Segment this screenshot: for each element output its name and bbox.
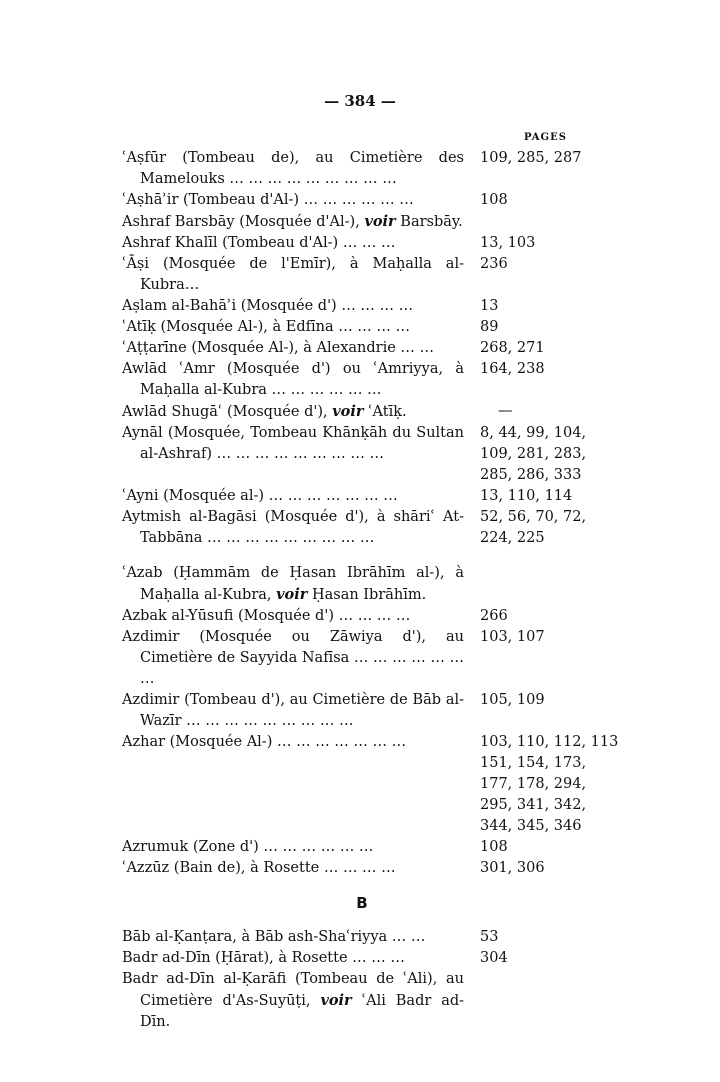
cross-reference-target: Ḥasan Ibrāhīm. — [311, 587, 427, 603]
entry-heading: ʿAṣhāʾir (Tombeau d'Al-) … … … … … … — [122, 192, 414, 208]
entry-heading: Aynāl (Mosquée, Tombeau Khānḳāh du Sultan al-Ashraf) … … … … … … … … … — [122, 425, 464, 462]
index-entry-pages: 268, 271 — [480, 340, 545, 356]
section-letter: B — [356, 894, 368, 912]
entry-heading: Ashraf Khalīl (Tombeau d'Al-) … … … — [122, 235, 396, 251]
entry-heading: Aytmish al-Bagāsi (Mosquée d'), à shāriʿ At-Tabbāna … … … … … … … … … — [122, 509, 464, 546]
index-entry-pages: 109, 285, 287 — [480, 150, 582, 166]
entry-heading: Ashraf Barsbāy (Mosquée d'Al-), — [122, 214, 360, 230]
index-entry-pages — [464, 969, 622, 1033]
entry-heading: Bāb al-Ḳanṭara, à Bāb ash-Shaʿriyya … … — [122, 929, 426, 945]
index-entry-pages — [464, 563, 622, 606]
entry-heading: Badr ad-Dīn (Ḥārat), à Rosette … … … — [122, 950, 405, 966]
index-entry-text — [122, 690, 464, 732]
entry-heading: ʿAyni (Mosquée al-) … … … … … … … — [122, 488, 398, 504]
index-entry — [122, 858, 622, 879]
index-entry — [122, 563, 622, 606]
index-entry-pages — [464, 211, 622, 233]
entry-heading: Aṣlam al-Bahāʾi (Mosquée d') … … … … — [122, 298, 414, 314]
entry-heading: Azdimir (Tombeau d'), au Cimetière de Bāb al-Wazīr … … … … … … … … … — [122, 692, 464, 729]
index-entry — [122, 969, 622, 1033]
index-entry-text — [122, 858, 464, 879]
index-entry-text — [122, 563, 464, 606]
index-entry — [122, 190, 622, 211]
entry-heading: Awlād Shugāʿ (Mosquée d'), — [122, 404, 328, 420]
index-entry — [122, 211, 622, 233]
index-entry — [122, 690, 622, 732]
cross-reference-target: ʿAli Badr ad-Dīn. — [140, 993, 465, 1030]
index-entry-text — [122, 233, 464, 254]
index-entry — [122, 233, 622, 254]
index-entry-text — [122, 211, 464, 233]
index-entry — [122, 423, 622, 486]
cross-reference-target: ʿAtīḳ. — [368, 404, 407, 420]
index-entry-text — [122, 359, 464, 401]
voir-reference: voir — [320, 992, 352, 1009]
voir-reference: voir — [332, 403, 364, 420]
index-entry — [122, 627, 622, 690]
entry-heading: ʿĀṣi (Mosquée de l'Emīr), à Maḥalla al-Kubra… — [122, 256, 464, 293]
index-entry-pages: 52, 56, 70, 72, 224, 225 — [480, 509, 587, 546]
index-entry — [122, 507, 622, 549]
index-entry-text — [122, 423, 464, 486]
index-entry-text — [122, 401, 464, 423]
entry-heading: Azbak al-Yūsufi (Mosquée d') … … … … — [122, 608, 411, 624]
index-entry-pages: 266 — [480, 608, 508, 624]
index-entry-text — [122, 948, 464, 969]
index-entry — [122, 401, 622, 423]
index-entry-pages: 103, 110, 112, 113 151, 154, 173, 177, 178, 294, 295, 341, 342, 344, 345, 346 — [480, 734, 619, 834]
index-entry — [122, 927, 622, 948]
index-entry — [122, 296, 622, 317]
pages-column-header: PAGES — [524, 132, 567, 143]
index-entry-text — [122, 927, 464, 948]
index-entry — [122, 732, 622, 837]
index-list-b — [122, 927, 622, 1033]
index-entry-pages: 89 — [480, 319, 499, 335]
index-entry-text — [122, 507, 464, 549]
index-entry-text — [122, 486, 464, 507]
index-entry-pages: 13, 103 — [480, 235, 536, 251]
entry-heading: ʿAṣfūr (Tombeau de), au Cimetière des Mamelouks … … … … … … … … … — [122, 150, 464, 187]
index-entry-text — [122, 606, 464, 627]
index-entry-text — [122, 296, 464, 317]
index-entry-text — [122, 732, 464, 837]
voir-reference: voir — [364, 213, 396, 230]
index-entry — [122, 338, 622, 359]
index-entry-text — [122, 338, 464, 359]
index-entry-pages: 236 — [480, 256, 508, 272]
index-entry-text — [122, 254, 464, 296]
index-entry-pages: 304 — [480, 950, 508, 966]
entry-heading: Badr ad-Dīn al-Ḳarāfi (Tombeau de ʿAli), au Cimetière d'As-Suyūṭi, — [122, 971, 464, 1009]
voir-reference: voir — [276, 586, 308, 603]
index-entry-text — [122, 148, 464, 190]
index-entry — [122, 254, 622, 296]
index-entry-text — [122, 837, 464, 858]
entry-heading: ʿAzab (Ḥammām de Ḥasan Ibrāhīm al-), à Maḥalla al-Kubra, — [122, 565, 464, 603]
index-entry — [122, 606, 622, 627]
entry-heading: ʿAṭṭarīne (Mosquée Al-), à Alexandrie … … — [122, 340, 435, 356]
cross-reference-target: Barsbāy. — [400, 214, 463, 230]
entry-heading: Azhar (Mosquée Al-) … … … … … … … — [122, 734, 407, 750]
entry-heading: ʿAzzūz (Bain de), à Rosette … … … … — [122, 860, 396, 876]
index-entries — [122, 148, 622, 1033]
index-entry-text — [122, 969, 464, 1033]
index-entry — [122, 317, 622, 338]
index-entry-pages: 301, 306 — [480, 860, 545, 876]
index-entry-pages: 103, 107 — [480, 629, 545, 645]
index-entry-pages: 164, 238 — [480, 361, 545, 377]
entry-heading: Awlād ʿAmr (Mosquée d') ou ʿAmriyya, à Maḥalla al-Kubra … … … … … … — [122, 361, 464, 398]
index-entry — [122, 486, 622, 507]
index-entry-pages: 105, 109 — [480, 692, 545, 708]
index-entry — [122, 948, 622, 969]
index-entry-pages: 53 — [480, 929, 499, 945]
index-entry-text — [122, 317, 464, 338]
index-entry-pages: — — [498, 403, 513, 419]
entry-heading: Azrumuk (Zone d') … … … … … … — [122, 839, 374, 855]
index-entry-pages: 13 — [480, 298, 499, 314]
index-entry-pages: 108 — [480, 192, 508, 208]
index-entry — [122, 837, 622, 858]
index-entry — [122, 148, 622, 190]
entry-heading: ʿAtīḳ (Mosquée Al-), à Edfīna … … … … — [122, 319, 411, 335]
entry-heading: Azdimir (Mosquée ou Zāwiya d'), au Cimetière de Sayyida Nafīsa … … … … … … … — [122, 629, 464, 687]
index-entry-text — [122, 190, 464, 211]
page-number: — 384 — — [324, 92, 396, 110]
index-entry-pages: 8, 44, 99, 104, 109, 281, 283, 285, 286, 333 — [480, 425, 587, 483]
index-entry-text — [122, 627, 464, 690]
index-entry — [122, 359, 622, 401]
index-entry-pages: 108 — [480, 839, 508, 855]
index-list-a — [122, 148, 622, 879]
index-entry-pages: 13, 110, 114 — [480, 488, 573, 504]
